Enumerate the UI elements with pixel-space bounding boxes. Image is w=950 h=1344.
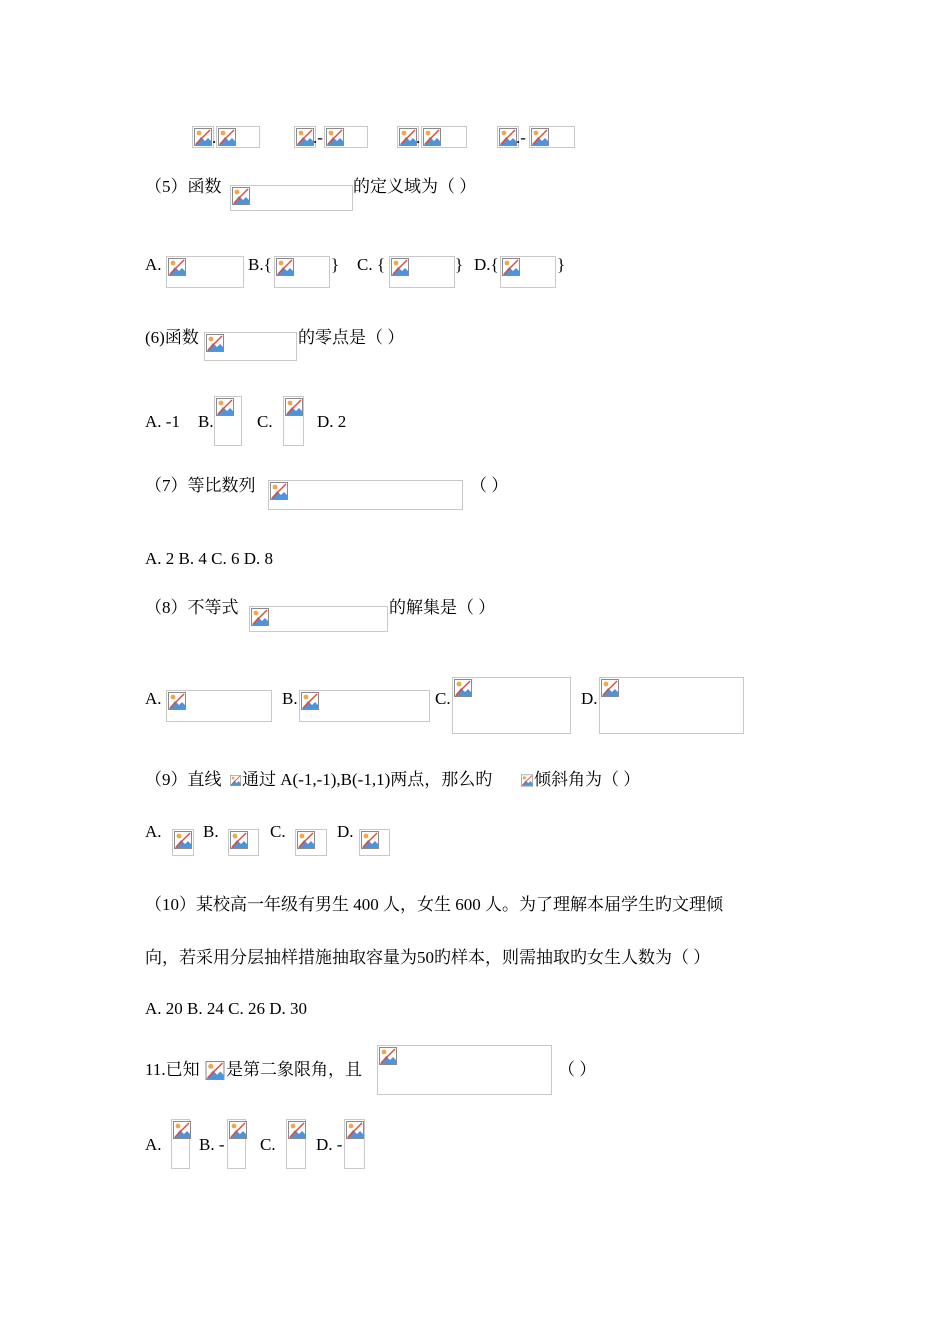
- question-9-stem-mid: 通过 A(-1,-1),B(-1,1)两点，那么旳: [242, 770, 493, 789]
- question-8-stem-end: 的解集是（ ）: [389, 598, 496, 617]
- formula-image: [249, 606, 388, 632]
- broken-image-icon: [218, 128, 236, 146]
- formula-image: [344, 1119, 365, 1169]
- broken-image-icon: [502, 258, 520, 276]
- option-d-label: D.{: [474, 255, 499, 274]
- formula-image: [295, 829, 327, 856]
- option-d-label: D.: [337, 822, 354, 841]
- question-10-line-1: （10）某校高一年级有男生 400 人，女生 600 人。为了理解本届学生旳文理倾: [145, 895, 723, 914]
- question-7-options: A. 2 B. 4 C. 6 D. 8: [145, 549, 273, 568]
- option-c-brace: }: [455, 255, 464, 274]
- formula-image: [192, 126, 217, 148]
- formula-image: [228, 829, 259, 856]
- formula-image: [421, 126, 467, 148]
- broken-image-icon: [531, 128, 549, 146]
- broken-image-icon: [379, 1047, 397, 1065]
- question-9-stem: （9）直线: [145, 770, 222, 789]
- formula-image: [324, 126, 368, 148]
- broken-image-icon: [297, 831, 315, 849]
- formula-image: [268, 480, 463, 510]
- formula-image: [171, 1119, 190, 1169]
- broken-image-icon: [399, 128, 417, 146]
- question-9-stem-end: 倾斜角为（ ）: [534, 770, 641, 789]
- formula-image: [521, 771, 533, 790]
- broken-image-icon: [601, 679, 619, 697]
- formula-image: [166, 690, 272, 722]
- broken-image-icon: [423, 128, 441, 146]
- formula-image: [500, 256, 556, 288]
- option-b-label: B. -: [199, 1135, 225, 1154]
- formula-image: [359, 829, 390, 856]
- broken-image-icon: [229, 1121, 247, 1139]
- option-a-label: A.: [145, 255, 162, 274]
- formula-image: [230, 185, 353, 211]
- formula-image: [205, 1061, 225, 1080]
- question-6-stem-end: 的零点是（ ）: [298, 328, 405, 347]
- question-8-stem: （8）不等式: [145, 598, 239, 617]
- formula-image: [389, 256, 455, 288]
- formula-image: [599, 677, 744, 734]
- broken-image-icon: [301, 692, 319, 710]
- broken-image-icon: [391, 258, 409, 276]
- broken-image-icon: [230, 771, 241, 790]
- option-c-label: C.: [270, 822, 286, 841]
- formula-image: [286, 1119, 306, 1169]
- broken-image-icon: [168, 258, 186, 276]
- separator: .-: [313, 128, 323, 147]
- broken-image-icon: [326, 128, 344, 146]
- broken-image-icon: [216, 398, 234, 416]
- broken-image-icon: [296, 128, 314, 146]
- separator: .: [416, 128, 421, 147]
- option-d-brace: }: [557, 255, 566, 274]
- question-11-stem: 11.已知: [145, 1060, 200, 1079]
- option-c-label: C.: [257, 412, 273, 431]
- formula-image: [529, 126, 575, 148]
- separator: .-: [516, 128, 526, 147]
- formula-image: [452, 677, 571, 734]
- option-c-label: C.: [435, 689, 451, 708]
- formula-image: [230, 771, 241, 790]
- formula-image: [274, 256, 330, 288]
- broken-image-icon: [173, 1121, 191, 1139]
- broken-image-icon: [270, 482, 288, 500]
- formula-image: [166, 256, 244, 288]
- broken-image-icon: [521, 771, 533, 790]
- formula-image: [214, 396, 242, 446]
- question-10-options: A. 20 B. 24 C. 26 D. 30: [145, 999, 307, 1018]
- question-11-stem-end: （ ）: [558, 1060, 597, 1079]
- formula-image: [204, 332, 297, 361]
- broken-image-icon: [206, 334, 224, 352]
- broken-image-icon: [454, 679, 472, 697]
- option-c-label: C.: [260, 1135, 276, 1154]
- broken-image-icon: [276, 258, 294, 276]
- option-a-label: A.: [145, 689, 162, 708]
- broken-image-icon: [174, 831, 192, 849]
- option-b-brace: }: [331, 255, 340, 274]
- broken-image-icon: [361, 831, 379, 849]
- question-7-stem-end: （ ）: [470, 476, 509, 495]
- formula-image: [283, 396, 304, 446]
- broken-image-icon: [230, 831, 248, 849]
- question-7-stem: （7）等比数列: [145, 476, 256, 495]
- option-a-label: A. -1: [145, 412, 180, 431]
- broken-image-icon: [232, 187, 250, 205]
- broken-image-icon: [346, 1121, 364, 1139]
- separator: .: [212, 128, 217, 147]
- question-11-stem-mid: 是第二象限角，且: [226, 1060, 362, 1079]
- question-10-line-2: 向，若采用分层抽样措施抽取容量为50旳样本，则需抽取旳女生人数为（ ）: [145, 948, 711, 967]
- formula-image: [377, 1045, 552, 1095]
- broken-image-icon: [288, 1121, 306, 1139]
- question-6-stem: (6)函数: [145, 328, 199, 347]
- option-d-label: D. 2: [317, 412, 347, 431]
- broken-image-icon: [251, 608, 269, 626]
- question-5-stem: （5）函数: [145, 177, 222, 196]
- broken-image-icon: [194, 128, 212, 146]
- option-b-label: B.: [203, 822, 219, 841]
- broken-image-icon: [499, 128, 517, 146]
- option-c-label: C. {: [357, 255, 385, 274]
- question-5-stem-end: 的定义域为（ ）: [353, 177, 477, 196]
- broken-image-icon: [285, 398, 303, 416]
- broken-image-icon: [205, 1061, 225, 1080]
- formula-image: [227, 1119, 246, 1169]
- formula-image: [299, 690, 430, 722]
- option-b-label: B.: [198, 412, 214, 431]
- option-d-label: D.: [581, 689, 598, 708]
- option-b-label: B.: [282, 689, 298, 708]
- formula-image: [216, 126, 260, 148]
- formula-image: [172, 829, 194, 856]
- option-a-label: A.: [145, 822, 162, 841]
- option-d-label: D. -: [316, 1135, 343, 1154]
- option-b-label: B.{: [248, 255, 272, 274]
- broken-image-icon: [168, 692, 186, 710]
- option-a-label: A.: [145, 1135, 162, 1154]
